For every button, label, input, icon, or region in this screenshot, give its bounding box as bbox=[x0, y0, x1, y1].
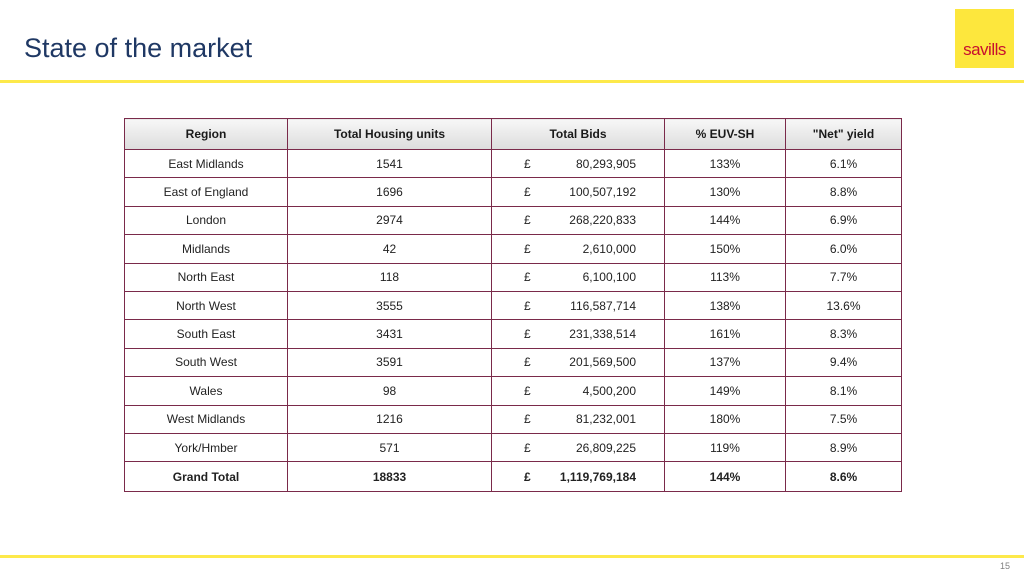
table-header-row bbox=[125, 119, 902, 150]
table-row bbox=[125, 377, 902, 405]
currency-symbol: £ bbox=[524, 469, 531, 484]
table-row bbox=[125, 405, 902, 433]
currency-symbol: £ bbox=[524, 355, 531, 370]
yield-cell: 6.9% bbox=[786, 206, 902, 234]
bid-amount: 80,293,905 bbox=[575, 156, 636, 171]
euv-cell: 133% bbox=[665, 150, 786, 178]
currency-symbol: £ bbox=[524, 185, 531, 200]
bids-cell bbox=[492, 291, 665, 319]
region-cell: North West bbox=[125, 291, 288, 319]
units-cell: 1541 bbox=[288, 150, 492, 178]
bid-amount: 116,587,714 bbox=[570, 298, 636, 313]
table-row bbox=[125, 263, 902, 291]
grand-total-row bbox=[125, 462, 902, 492]
currency-symbol: £ bbox=[524, 156, 531, 171]
currency-symbol: £ bbox=[524, 270, 531, 285]
bid-amount: 26,809,225 bbox=[575, 440, 636, 455]
euv-cell: 180% bbox=[665, 405, 786, 433]
units-cell: 42 bbox=[288, 235, 492, 263]
region-cell: East of England bbox=[125, 178, 288, 206]
table-row bbox=[125, 235, 902, 263]
yield-cell: 8.6% bbox=[786, 462, 902, 492]
header-euv-sh: % EUV-SH bbox=[665, 119, 786, 150]
yield-cell: 8.9% bbox=[786, 433, 902, 461]
euv-cell: 144% bbox=[665, 462, 786, 492]
bids-cell bbox=[492, 320, 665, 348]
footer-divider bbox=[0, 555, 1024, 558]
table-row bbox=[125, 433, 902, 461]
market-table bbox=[124, 118, 902, 492]
header-total-bids: Total Bids bbox=[492, 119, 665, 150]
region-cell: South West bbox=[125, 348, 288, 376]
euv-cell: 119% bbox=[665, 433, 786, 461]
header-total-housing-units: Total Housing units bbox=[288, 119, 492, 150]
header-divider bbox=[0, 80, 1024, 83]
logo-text: savills bbox=[963, 40, 1006, 59]
region-cell: Grand Total bbox=[125, 462, 288, 492]
units-cell: 118 bbox=[288, 263, 492, 291]
savills-logo bbox=[955, 9, 1014, 68]
euv-cell: 149% bbox=[665, 377, 786, 405]
bid-amount: 81,232,001 bbox=[575, 412, 636, 427]
euv-cell: 113% bbox=[665, 263, 786, 291]
bid-amount: 4,500,200 bbox=[582, 383, 636, 398]
bid-amount: 6,100,100 bbox=[582, 270, 636, 285]
euv-cell: 138% bbox=[665, 291, 786, 319]
table-row bbox=[125, 291, 902, 319]
yield-cell: 6.0% bbox=[786, 235, 902, 263]
table-row bbox=[125, 150, 902, 178]
bids-cell bbox=[492, 433, 665, 461]
page-title: State of the market bbox=[24, 33, 253, 63]
bids-cell bbox=[492, 405, 665, 433]
bids-cell bbox=[492, 348, 665, 376]
region-cell: Midlands bbox=[125, 235, 288, 263]
bid-amount: 1,119,769,184 bbox=[559, 469, 636, 484]
bids-cell bbox=[492, 263, 665, 291]
bids-cell bbox=[492, 150, 665, 178]
units-cell: 98 bbox=[288, 377, 492, 405]
currency-symbol: £ bbox=[524, 440, 531, 455]
yield-cell: 8.8% bbox=[786, 178, 902, 206]
bids-cell bbox=[492, 462, 665, 492]
units-cell: 18833 bbox=[288, 462, 492, 492]
bids-cell bbox=[492, 206, 665, 234]
region-cell: York/Hmber bbox=[125, 433, 288, 461]
table-row bbox=[125, 348, 902, 376]
table-row bbox=[125, 178, 902, 206]
header-net-yield: "Net" yield bbox=[786, 119, 902, 150]
yield-cell: 8.3% bbox=[786, 320, 902, 348]
euv-cell: 150% bbox=[665, 235, 786, 263]
bids-cell bbox=[492, 377, 665, 405]
yield-cell: 7.5% bbox=[786, 405, 902, 433]
units-cell: 1216 bbox=[288, 405, 492, 433]
bids-cell bbox=[492, 235, 665, 263]
yield-cell: 7.7% bbox=[786, 263, 902, 291]
currency-symbol: £ bbox=[524, 383, 531, 398]
yield-cell: 8.1% bbox=[786, 377, 902, 405]
units-cell: 3591 bbox=[288, 348, 492, 376]
region-cell: North East bbox=[125, 263, 288, 291]
region-cell: East Midlands bbox=[125, 150, 288, 178]
currency-symbol: £ bbox=[524, 412, 531, 427]
bid-amount: 268,220,833 bbox=[569, 213, 636, 228]
bids-cell bbox=[492, 178, 665, 206]
bid-amount: 100,507,192 bbox=[569, 185, 636, 200]
units-cell: 3555 bbox=[288, 291, 492, 319]
region-cell: South East bbox=[125, 320, 288, 348]
units-cell: 1696 bbox=[288, 178, 492, 206]
euv-cell: 144% bbox=[665, 206, 786, 234]
units-cell: 2974 bbox=[288, 206, 492, 234]
table-row bbox=[125, 206, 902, 234]
units-cell: 571 bbox=[288, 433, 492, 461]
euv-cell: 161% bbox=[665, 320, 786, 348]
euv-cell: 130% bbox=[665, 178, 786, 206]
table-row bbox=[125, 320, 902, 348]
yield-cell: 6.1% bbox=[786, 150, 902, 178]
header-region: Region bbox=[125, 119, 288, 150]
currency-symbol: £ bbox=[524, 327, 531, 342]
yield-cell: 13.6% bbox=[786, 291, 902, 319]
page-number: 15 bbox=[999, 561, 1010, 571]
region-cell: Wales bbox=[125, 377, 288, 405]
region-cell: London bbox=[125, 206, 288, 234]
currency-symbol: £ bbox=[524, 298, 531, 313]
currency-symbol: £ bbox=[524, 241, 531, 256]
units-cell: 3431 bbox=[288, 320, 492, 348]
euv-cell: 137% bbox=[665, 348, 786, 376]
bid-amount: 231,338,514 bbox=[569, 327, 636, 342]
region-cell: West Midlands bbox=[125, 405, 288, 433]
currency-symbol: £ bbox=[524, 213, 531, 228]
bid-amount: 2,610,000 bbox=[582, 241, 636, 256]
yield-cell: 9.4% bbox=[786, 348, 902, 376]
bid-amount: 201,569,500 bbox=[569, 355, 636, 370]
